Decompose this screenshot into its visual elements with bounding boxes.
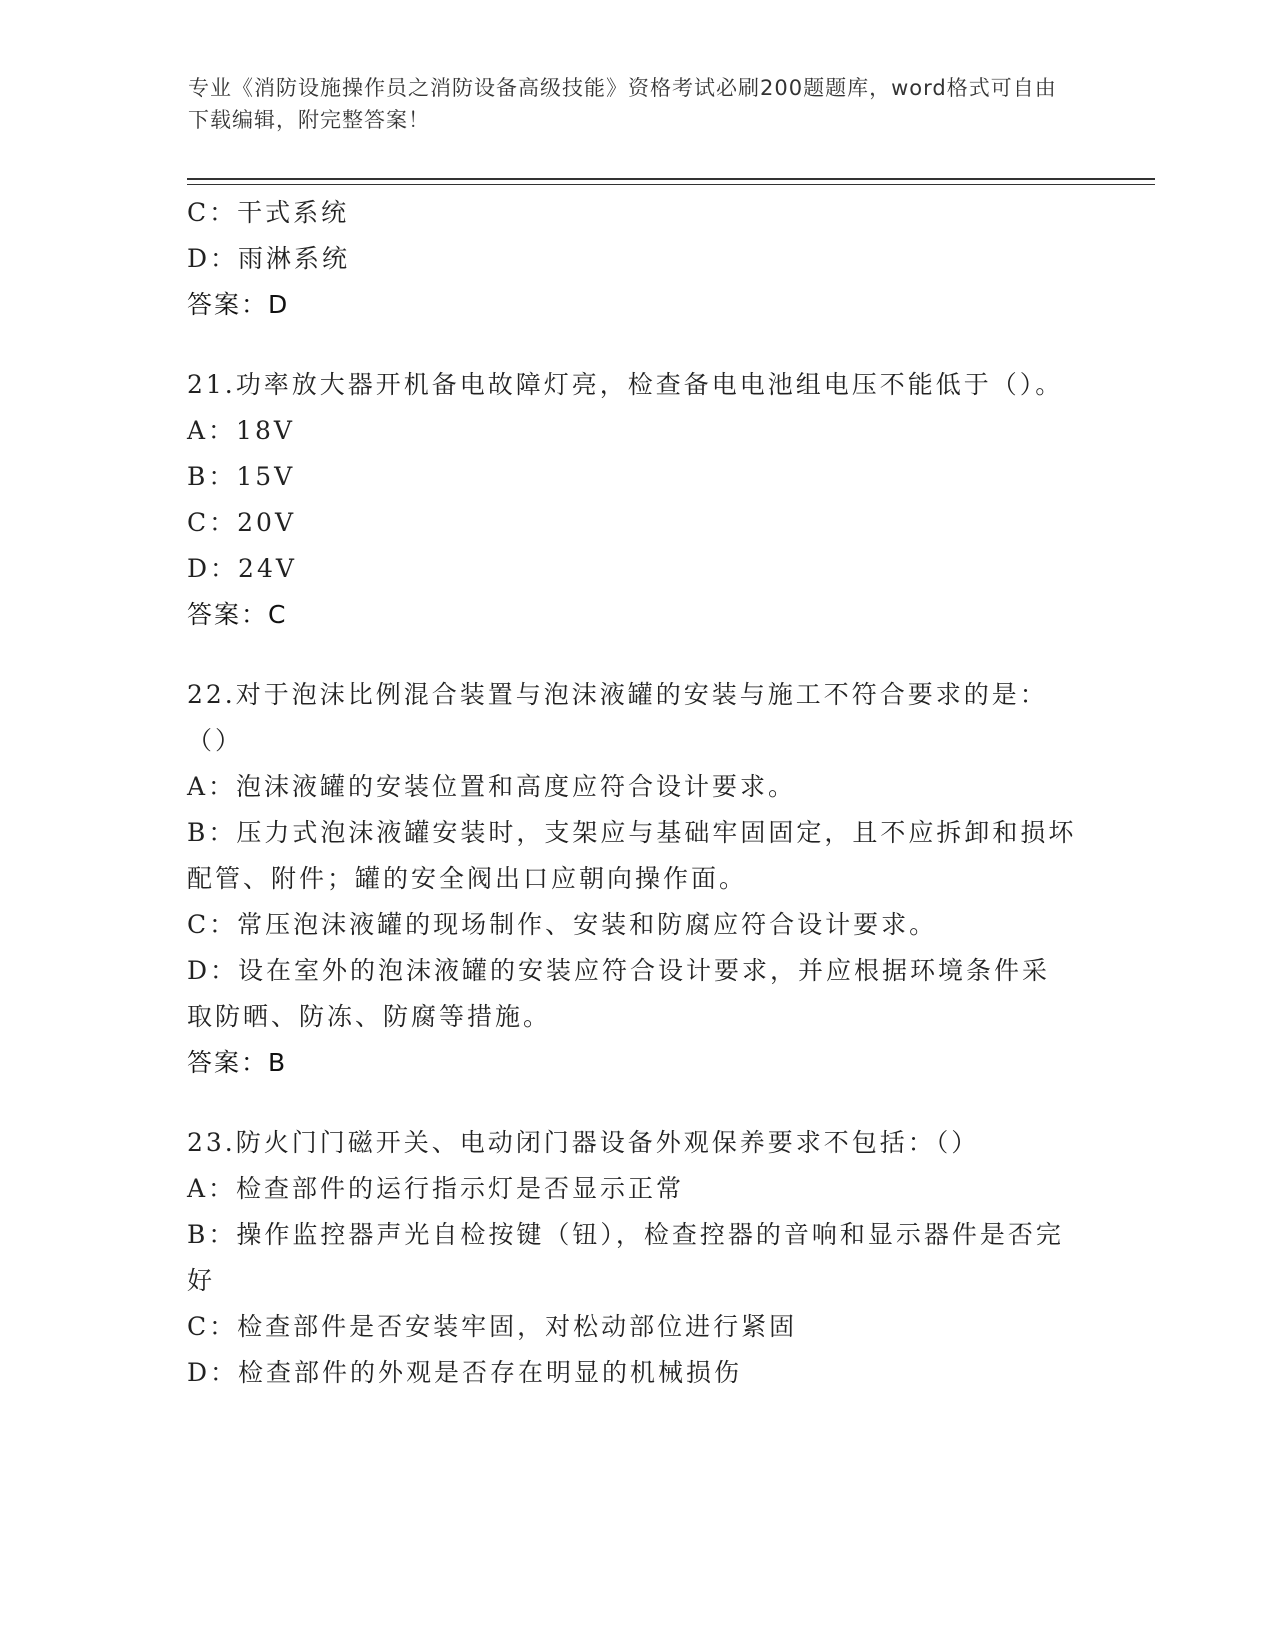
option-a: A：18V — [187, 416, 295, 445]
document-header: 专业《消防设施操作员之消防设备高级技能》资格考试必刷200题题库，word格式可自由下载编辑，附完整答案！ — [188, 76, 1057, 132]
header-rule-thick — [187, 178, 1155, 180]
option-b: B：操作监控器声光自检按键（钮），检查控器的音响和显示器件是否完好 — [187, 1220, 1064, 1295]
answer: 答案：C — [187, 600, 288, 629]
question-stem: 22.对于泡沫比例混合装置与泡沫液罐的安装与施工不符合要求的是：（） — [187, 680, 1048, 755]
option-c: C：常压泡沫液罐的现场制作、安装和防腐应符合设计要求。 — [187, 910, 938, 939]
answer: 答案：B — [187, 1048, 288, 1077]
question-20-tail — [187, 190, 1077, 328]
question-23 — [187, 1120, 1077, 1396]
option-b: B：压力式泡沫液罐安装时，支架应与基础牢固固定，且不应拆卸和损坏配管、附件；罐的安全阀出口应朝向操作面。 — [187, 818, 1077, 893]
option-b: B：15V — [187, 462, 296, 491]
option-a: A：检查部件的运行指示灯是否显示正常 — [187, 1174, 685, 1203]
option-c: C：干式系统 — [187, 198, 350, 227]
option-d: D：检查部件的外观是否存在明显的机械损伤 — [187, 1358, 743, 1387]
question-list — [187, 190, 1077, 1396]
option-d: D：设在室外的泡沫液罐的安装应符合设计要求，并应根据环境条件采取防晒、防冻、防腐等措施。 — [187, 956, 1051, 1031]
question-22 — [187, 672, 1077, 1086]
question-stem: 23.防火门门磁开关、电动闭门器设备外观保养要求不包括：（） — [187, 1128, 980, 1157]
question-stem: 21.功率放大器开机备电故障灯亮，检查备电电池组电压不能低于（）。 — [187, 370, 1064, 399]
option-a: A：泡沫液罐的安装位置和高度应符合设计要求。 — [187, 772, 797, 801]
header-rule-thin — [187, 184, 1155, 185]
option-d: D：雨淋系统 — [187, 244, 351, 273]
answer: 答案：D — [187, 290, 290, 319]
question-21 — [187, 362, 1077, 638]
option-d: D：24V — [187, 554, 297, 583]
option-c: C：20V — [187, 508, 296, 537]
option-c: C：检查部件是否安装牢固，对松动部位进行紧固 — [187, 1312, 798, 1341]
